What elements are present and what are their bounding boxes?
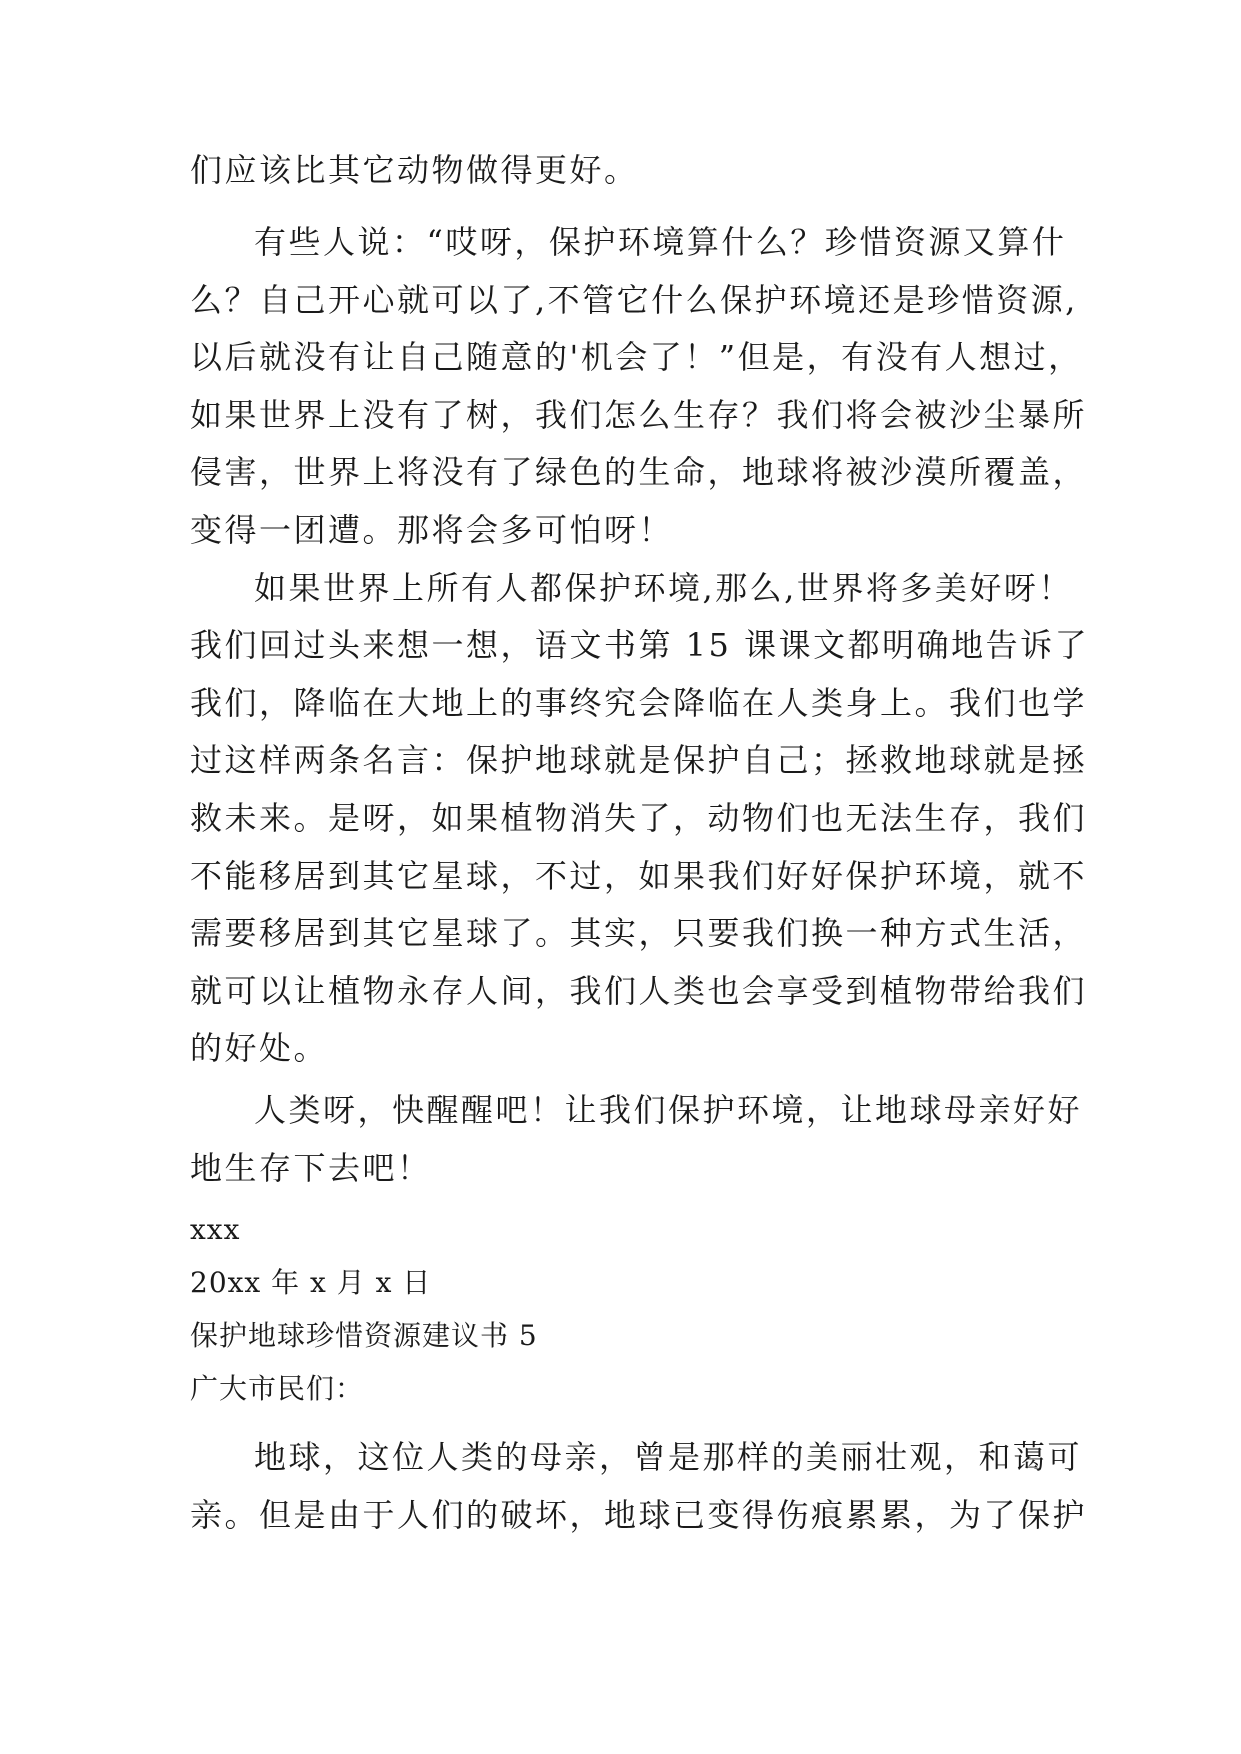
section-title: 保护地球珍惜资源建议书 5 (190, 1319, 538, 1352)
signature-name: xxx (190, 1213, 241, 1246)
text-line: 侵害，世界上将没有了绿色的生命，地球将被沙漠所覆盖， (190, 453, 1088, 491)
text-line: 么？自己开心就可以了,不管它什么保护环境还是珍惜资源, (190, 281, 1078, 319)
text-line: 我们回过头来想一想，语文书第 15 课课文都明确地告诉了 (190, 626, 1090, 664)
text-line: 的好处。 (190, 1029, 329, 1067)
paragraph-start-line: 如果世界上所有人都保护环境,那么,世界将多美好呀！ (254, 569, 1073, 607)
text-line: 不能移居到其它星球，不过，如果我们好好保护环境，就不 (190, 857, 1088, 895)
paragraph-start-line: 地球，这位人类的母亲，曾是那样的美丽壮观，和蔼可 (254, 1438, 1083, 1476)
text-line: 过这样两条名言：保护地球就是保护自己；拯救地球就是拯 (190, 741, 1088, 779)
paragraph-start-line: 人类呀，快醒醒吧！让我们保护环境，让地球母亲好好 (254, 1091, 1083, 1129)
text-line: 地生存下去吧！ (190, 1149, 432, 1187)
text-line: 变得一团遭。那将会多可怕呀！ (190, 511, 674, 549)
text-line: 就可以让植物永存人间，我们人类也会享受到植物带给我们 (190, 972, 1088, 1010)
text-line: 如果世界上没有了树，我们怎么生存？我们将会被沙尘暴所 (190, 396, 1088, 434)
text-line: 们应该比其它动物做得更好。 (190, 151, 639, 189)
text-line: 救未来。是呀，如果植物消失了，动物们也无法生存，我们 (190, 799, 1088, 837)
paragraph-start-line: 有些人说：“哎呀，保护环境算什么？珍惜资源又算什 (254, 223, 1067, 261)
text-line: 以后就没有让自己随意的'机会了！”但是，有没有人想过， (190, 338, 1083, 376)
signature-date: 20xx 年 x 月 x 日 (190, 1266, 432, 1299)
salutation: 广大市民们： (190, 1372, 365, 1405)
text-line: 我们，降临在大地上的事终究会降临在人类身上。我们也学 (190, 684, 1088, 722)
text-line: 亲。但是由于人们的破坏，地球已变得伤痕累累，为了保护 (190, 1496, 1088, 1534)
text-line: 需要移居到其它星球了。其实，只要我们换一种方式生活， (190, 914, 1088, 952)
